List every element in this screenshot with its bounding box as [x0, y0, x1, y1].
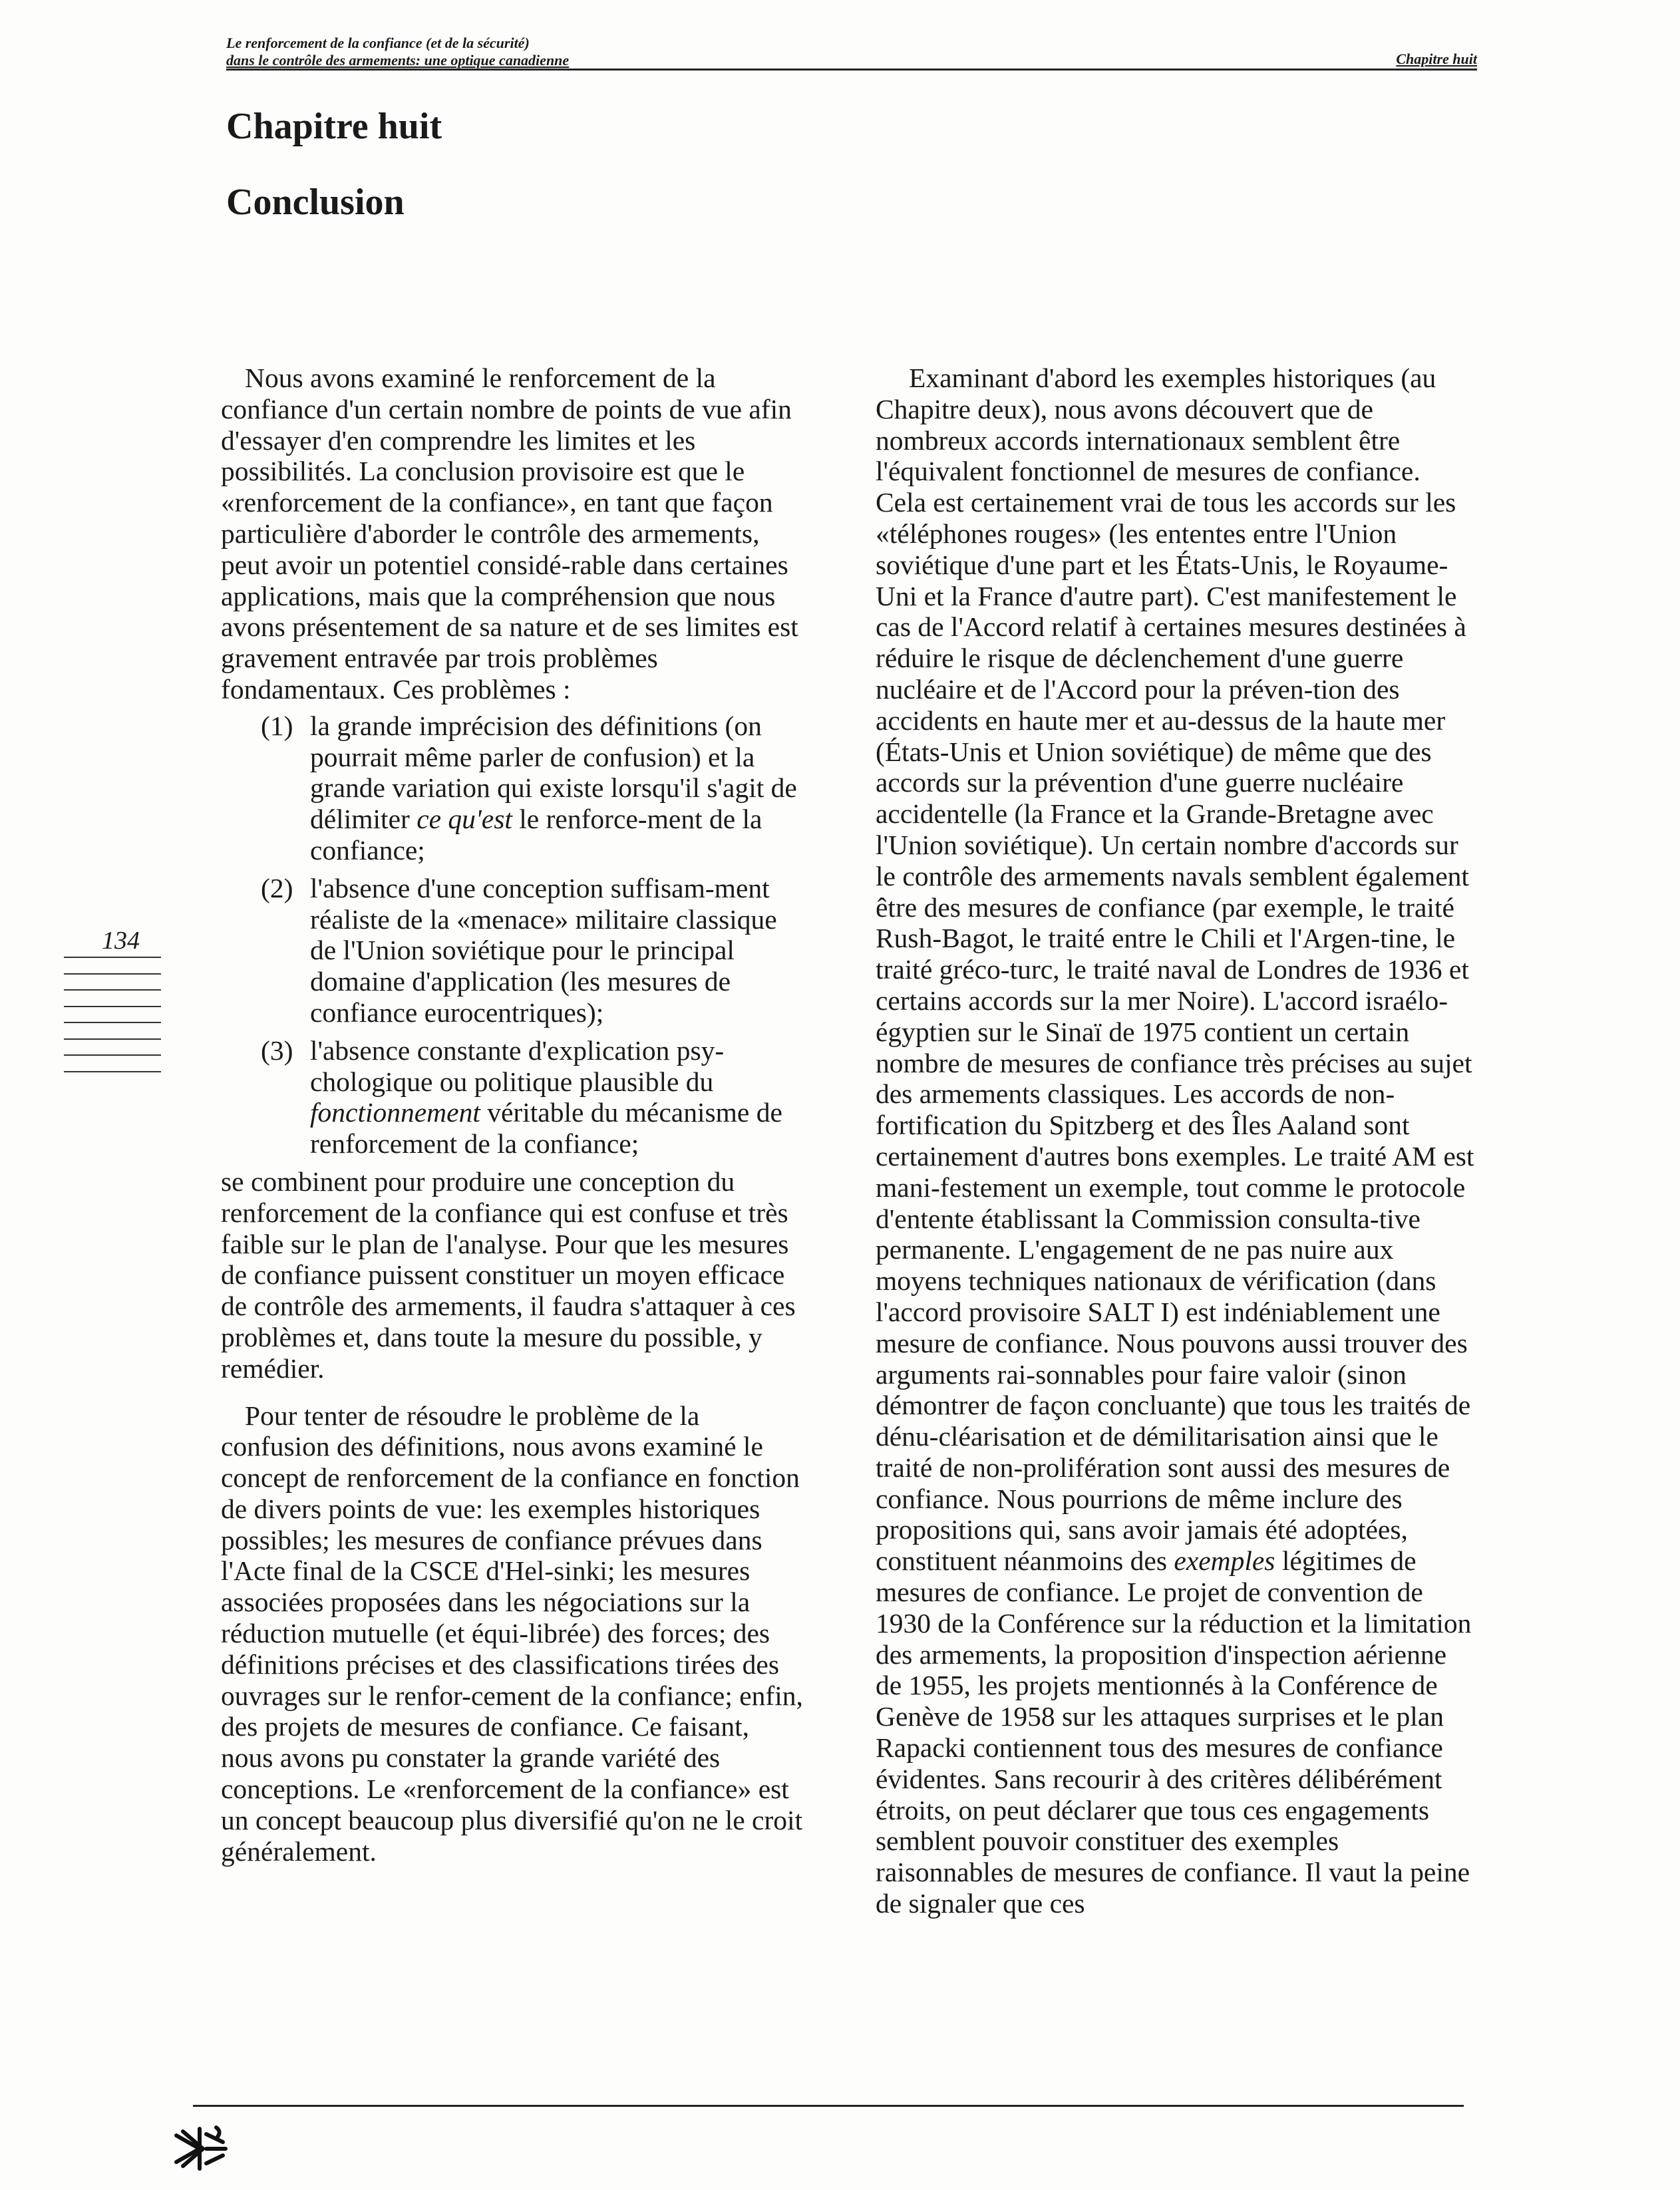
publisher-logo-icon	[170, 2122, 230, 2175]
list-item-number: (1)	[261, 710, 293, 741]
page-number: 134	[102, 927, 140, 955]
running-header-line-1: Le renforcement de la confiance (et de la sécurité)	[226, 35, 530, 51]
left-column	[221, 363, 806, 1867]
list-text-part: la grande imprécision des définitions (on pourrait même parler de confusion) et la grande variation qui existe lorsqu'il s'agit de délimiter	[310, 710, 797, 835]
list-item-text	[310, 710, 806, 866]
list-item	[261, 873, 806, 1028]
paragraph-text: légitimes de mesures de confiance. Le projet de convention de 1930 de la Conférence sur la réduction et la limitation des armements, la proposition d'inspection aérienne de 1955, les projets mentionnés à la Conférence de Genève de 1958 sur les attaques surprises et le plan Rapacki contiennent tous des mesures de confiance évidentes. Sans recourir à des critères délibérément étroits, on peut déclarer que tous ces engagements semblent pouvoir constituer des exemples raisonnables de mesures de confiance. Il vaut la peine de signaler que ces	[876, 1545, 1472, 1919]
header-divider	[226, 69, 1477, 71]
margin-ornament-lines	[64, 957, 161, 1087]
list-item-number: (2)	[261, 872, 293, 903]
list-text-part: le renforce-ment de la confiance;	[310, 804, 762, 865]
paragraph: Nous avons examiné le renforcement de la confiance d'un certain nombre de points de vue afin d'essayer d'en comprendre les limites et les possibilités. La conclusion provisoire est que le «renforcement de la confiance», en tant que façon particulière d'aborder le contrôle des armements, peut avoir un potentiel considé-rable dans certaines applications, mais que la compréhension que nous avons présentement de sa nature et de ses limites est gravement entravée par trois problèmes fondamentaux. Ces problèmes :	[221, 363, 798, 704]
running-header	[226, 35, 569, 69]
list-item	[261, 710, 806, 866]
list-item-text: l'absence d'une conception suffisam-ment réaliste de la «menace» militaire classique de l'Union soviétique pour le principal domaine d'application (les mesures de confiance eurocentriques);	[310, 872, 777, 1028]
list-text-part: véritable du mécanisme de renforcement de la confiance;	[310, 1097, 782, 1160]
chapter-title: Chapitre huit	[226, 106, 442, 147]
right-column	[876, 363, 1477, 1919]
list-item-number: (3)	[261, 1034, 293, 1066]
emphasis: ce qu'est	[417, 804, 512, 835]
running-header-chapter: Chapitre huit	[1396, 51, 1477, 67]
running-header-line-2: dans le contrôle des armements: une optique canadienne	[226, 52, 570, 69]
emphasis: exemples	[1174, 1545, 1275, 1577]
paragraph	[876, 363, 1477, 1919]
section-title: Conclusion	[226, 182, 405, 223]
list-text-part: l'absence constante d'explication psy-chologique ou politique plausible du	[310, 1034, 725, 1097]
list-item-text	[310, 1035, 806, 1160]
paragraph-text: Examinant d'abord les exemples historiques (au Chapitre deux), nous avons découvert que de nombreux accords internationaux semblent être l'équivalent fonctionnel de mesures de confiance. Cela est certainement vrai de tous les accords sur les «téléphones rouges» (les ententes entre l'Union soviétique d'une part et les États-Unis, le Royaume-Uni et la France d'autre part). C'est manifestement le cas de l'Accord relatif à certaines mesures destinées à réduire le risque de déclenchement d'une guerre nucléaire et de l'Accord pour la préven-tion des accidents en haute mer et au-dessus de la haute mer (États-Unis et Union soviétique) de même que des accords sur la prévention d'une guerre nucléaire accidentelle (la France et la Grande-Bretagne avec l'Union soviétique). Un certain nombre d'accords sur le contrôle des armements navals semblent également être des mesures de confiance (par exemple, le traité Rush-Bagot, le traité entre le Chili et l'Argen-tine, le traité gréco-turc, le traité naval de Londres de 1936 et certains accords sur la mer Noire). L'accord israélo-égyptien sur le Sinaï de 1975 contient un certain nombre de mesures de confiance très précises au sujet des armements classiques. Les accords de non-fortification du Spitzberg et des Îles Aaland sont certainement d'autres bons exemples. Le traité AM est mani-festement un exemple, tout comme le protocole d'entente établissant la Commission consulta-tive permanente. L'engagement de ne pas nuire aux moyens techniques nationaux de vérification (dans l'accord provisoire SALT I) est indéniablement une mesure de confiance. Nous pouvons aussi trouver des arguments rai-sonnables pour faire valoir (sinon démontrer de façon concluante) que tous les traités de dénu-cléarisation et de démilitarisation ainsi que le traité de non-prolifération sont aussi des mesures de confiance. Nous pourrions de même inclure des propositions qui, sans avoir jamais été adoptées, constituent néanmoins des	[876, 363, 1474, 1577]
paragraph: se combinent pour produire une conception du renforcement de la confiance qui est confuse et très faible sur le plan de l'analyse. Pour que les mesures de confiance puissent constituer un moyen efficace de contrôle des armements, il faudra s'attaquer à ces problèmes et, dans toute la mesure du possible, y remédier.	[221, 1166, 796, 1384]
footer-divider	[193, 2105, 1464, 2107]
emphasis: fonctionnement	[310, 1097, 480, 1128]
list-item	[261, 1035, 806, 1160]
paragraph: Pour tenter de résoudre le problème de la confusion des définitions, nous avons examiné le concept de renforcement de la confiance en fonction de divers points de vue: les exemples historiques possibles; les mesures de confiance prévues dans l'Acte final de la CSCE d'Hel-sinki; les mesures associées proposées dans les négociations sur la réduction mutuelle (et équi-librée) des forces; des définitions précises et des classifications tirées des ouvrages sur le renfor-cement de la confiance; enfin, des projets de mesures de confiance. Ce faisant, nous avons pu constater la grande variété des conceptions. Le «renforcement de la confiance» est un concept beaucoup plus diversifié qu'on ne le croit généralement.	[221, 1400, 803, 1867]
